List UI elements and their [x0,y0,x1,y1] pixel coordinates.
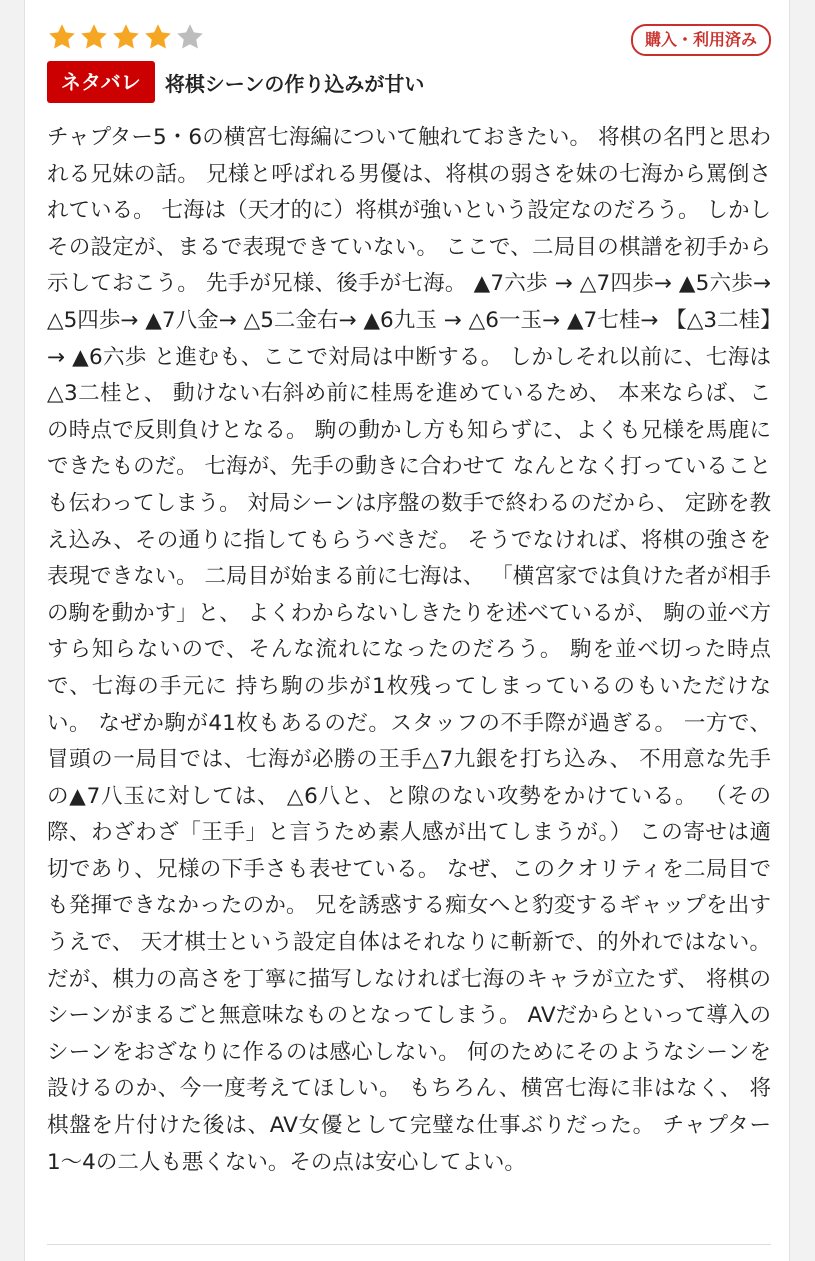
review-body: チャプター5・6の横宮七海編について触れておきたい。 将棋の名門と思われる兄妹の話。 兄様と呼ばれる男優は、将棋の弱さを妹の七海から罵倒されている。 七海は（天才的に）将棋が強いという設定なのだろう。 しかしその設定が、まるで表現できていない。 ここで、二局目の棋譜を初手から示しておこう。 先手が兄様、後手が七海。 ▲7六歩 → △7四歩→ ▲5六歩→ △5四歩→ ▲7八金→ △5二金右→ ▲6九玉 → △6一玉→ ▲7七桂→ 【△3二桂】→ ▲6六歩 と進むも、ここで対局は中断する。 しかしそれ以前に、七海は△3二桂と、 動けない右斜め前に桂馬を進めているため、 本来ならば、この時点で反則負けとなる。 駒の動かし方も知らずに、よくも兄様を馬鹿にできたものだ。 七海が、先手の動きに合わせて なんとなく打っていることも伝わってしまう。 対局シーンは序盤の数手で終わるのだから、 定跡を教え込み、その通りに指してもらうべきだ。 そうでなければ、将棋の強さを表現できない。 二局目が始まる前に七海は、 「横宮家では負けた者が相手の駒を動かす」と、 よくわからないしきたりを述べているが、 駒の並べ方すら知らないので、そんな流れになったのだろう。 駒を並べ切った時点で、七海の手元に 持ち駒の歩が1枚残ってしまっているのもいただけない。 なぜか駒が41枚もあるのだ。スタッフの不手際が過ぎる。 一方で、冒頭の一局目では、七海が必勝の王手△7九銀を打ち込み、 不用意な先手の▲7八玉に対しては、 △6八と、と隙のない攻勢をかけている。 （その際、わざわざ「王手」と言うため素人感が出てしまうが。） この寄せは適切であり、兄様の下手さも表せている。 なぜ、このクオリティを二局目でも発揮できなかったのか。 兄を誘惑する痴女へと豹変するギャップを出すうえで、 天才棋士という設定自体はそれなりに斬新で、的外れではない。 だが、棋力の高さを丁寧に描写しなければ七海のキャラが立たず、 将棋のシーンがまるごと無意味なものとなってしまう。 AVだからといって導入のシーンをおざなりに作るのは感心しない。 何のためにそのようなシーンを設けるのか、今一度考えてほしい。 もちろん、横宮七海に非はなく、 将棋盤を片付けた後は、AV女優として完璧な仕事ぶりだった。 チャプター1〜4の二人も悪くない。その点は安心してよい。 [47,125,771,1175]
review-title-row [47,60,771,104]
star-icon [79,22,109,52]
review-card [24,0,790,1261]
star-icon [175,22,205,52]
purchased-badge: 購入・利用済み [631,24,771,56]
divider [47,1244,771,1245]
review-item [47,22,771,1181]
star-rating [47,22,205,52]
star-icon [143,22,173,52]
review-header [47,22,771,58]
spoiler-tag: ネタバレ [47,61,155,103]
star-icon [111,22,141,52]
star-icon [47,22,77,52]
review-title: 将棋シーンの作り込みが甘い [164,71,425,96]
